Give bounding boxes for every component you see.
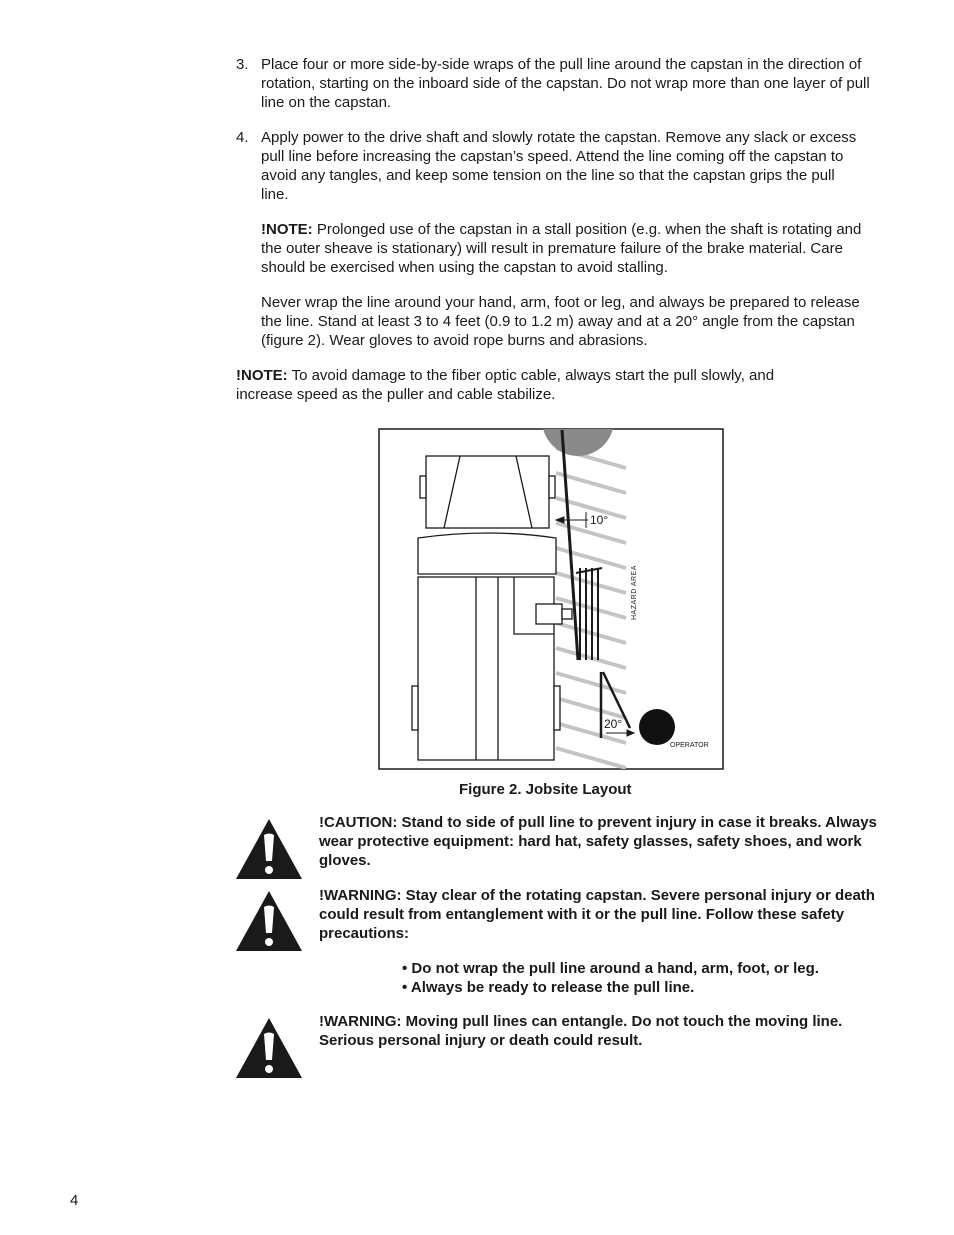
note-stall-text: Prolonged use of the capstan in a stall position (e.g. when the shaft is rotating and the outer sheave is stationary) will result in premature failure of the brake material. Care should be exercised when using the capstan to avoid stalling. <box>261 221 862 276</box>
jobsite-layout-figure <box>378 428 726 772</box>
safety-bullet: • Do not wrap the pull line around a hand, arm, foot, or leg. <box>402 960 819 977</box>
note-stall-label: !NOTE: <box>261 221 313 238</box>
angle-10-label: 10° <box>590 513 609 527</box>
safety-bullet-list <box>402 959 819 997</box>
note-fiber <box>236 366 826 404</box>
step-4-text: Apply power to the drive shaft and slowly rotate the capstan. Remove any slack or excess pull line before increasing the capstan’s speed. Attend the line coming off the capstan to avoid any tangles, and keep some tension on the line so that the capstan grips the pull line. <box>261 129 857 203</box>
operator-marker <box>639 709 675 745</box>
note-fiber-label: !NOTE: <box>236 367 288 384</box>
step-4-number: 4. <box>236 129 249 146</box>
step-3-text: Place four or more side-by-side wraps of the pull line around the capstan in the direction of rotation, starting on the inboard side of the capstan. Do not wrap more than one layer of pull line on the capstan. <box>261 56 870 111</box>
page-number: 4 <box>70 1192 79 1209</box>
note-fiber-text: To avoid damage to the fiber optic cable, always start the pull slowly, and increase speed as the puller and cable stabilize. <box>236 367 775 403</box>
step-4 <box>236 128 861 204</box>
safety-bullet: • Always be ready to release the pull line. <box>402 979 695 996</box>
operator-label: OPERATOR <box>670 742 709 749</box>
warning-entangle-text: !WARNING: Moving pull lines can entangle. Do not touch the moving line. Serious personal injury or death could result. <box>319 1013 843 1049</box>
truck <box>412 456 572 760</box>
step-3-number: 3. <box>236 56 249 73</box>
caution-warning-icon <box>234 817 304 881</box>
hazard-area-label: HAZARD AREA <box>631 565 638 620</box>
never-wrap-paragraph: Never wrap the line around your hand, arm, foot or leg, and always be prepared to release the line. Stand at least 3 to 4 feet (0.9 to 1.2 m) away and at a 20° angle from the capstan (figure 2). Wear gloves to avoid rope burns and abrasions. <box>261 294 860 349</box>
angle-20-label: 20° <box>604 717 623 731</box>
warning-rotating-text: !WARNING: Stay clear of the rotating capstan. Severe personal injury or death could result from entanglement with it or the pull line. Follow these safety precautions: <box>319 887 875 942</box>
caution-text: !CAUTION: Stand to side of pull line to prevent injury in case it breaks. Always wear protective equipment: hard hat, safety glasses, safety shoes, and work gloves. <box>319 814 877 869</box>
step-3 <box>236 55 871 112</box>
note-stall <box>261 220 871 277</box>
warning-rotating-icon <box>234 889 304 953</box>
warning-entangle-icon <box>234 1016 304 1080</box>
figure-caption: Figure 2. Jobsite Layout <box>459 781 632 798</box>
